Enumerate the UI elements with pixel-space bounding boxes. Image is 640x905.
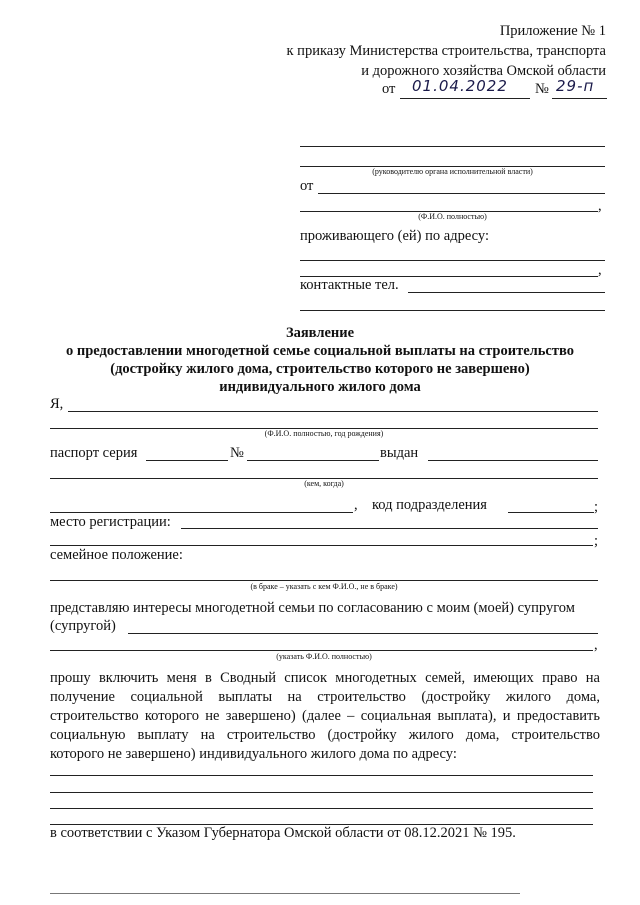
document-title: Заявление [285,325,355,341]
caption-authority-head: (руководителю органа исполнительной власти) [372,167,533,176]
decree-reference: в соответствии с Указом Губернатора Омской области от 08.12.2021 № 195. [50,825,516,841]
caption-fio: (Ф.И.О. полностью) [418,212,487,221]
family-status-label: семейное положение: [50,547,183,563]
caption-spouse: (указать Ф.И.О. полностью) [276,652,372,661]
request-line-4: социальную выплату на строительство (достройку жилого дома, строительство [50,727,600,743]
addressee-line-1 [300,146,605,147]
issuer-date-line [50,512,353,513]
number-label: № [535,81,549,97]
semicolon: ; [594,499,599,515]
passport-series-label: паспорт серия [50,445,138,461]
address-line-1 [300,260,605,261]
registration-label: место регистрации: [50,514,171,530]
residing-label: проживающего (ей) по адресу: [300,228,489,244]
division-code-line [508,512,594,513]
semicolon: ; [594,533,599,549]
title-line-4: индивидуального жилого дома [219,379,421,395]
phone-line [408,292,605,293]
order-reference-line2: и дорожного хозяйства Омской области [361,63,606,79]
comma: , [354,497,358,513]
from-label: от [300,178,314,194]
request-line-3: строительство которого не завершено) (далее – социальная выплата), и предоставить [50,708,600,724]
request-line-5: которого не завершено) индивидуального жилого дома по адресу: [50,746,457,762]
comma: , [598,198,602,214]
registration-line-2 [50,545,593,546]
caption-issuer: (кем, когда) [304,479,344,488]
applicant-line-1 [68,411,598,412]
registration-line-1 [181,528,598,529]
phone-label: контактные тел. [300,277,399,293]
appendix-number: Приложение № 1 [499,23,606,39]
title-line-2: о предоставлении многодетной семье социальной выплаты на строительство [66,343,574,359]
date-underline [400,98,530,99]
number-underline [552,98,607,99]
handwritten-number: 29-п [556,77,595,95]
caption-fio-birth: (Ф.И.О. полностью, год рождения) [264,429,384,438]
passport-series-line [146,460,228,461]
representation-text-line2: (супругой) [50,618,116,634]
issued-by-label: выдан [380,445,419,461]
target-address-line-3 [50,808,593,809]
request-line-1: прошу включить меня в Сводный список многодетных семей, имеющих право на [50,670,600,686]
comma: , [594,637,598,653]
phone-line-2 [300,310,605,311]
handwritten-date: 01.04.2022 [412,77,508,95]
target-address-line-2 [50,792,593,793]
spouse-line-2 [50,650,593,651]
passport-number-label: № [230,445,244,461]
target-address-line-1 [50,775,593,776]
comma: , [598,262,602,278]
issued-by-line [428,460,598,461]
request-line-2: получение социальной выплаты на строительство (достройку жилого дома, [50,689,600,705]
passport-number-line [247,460,379,461]
date-from-label: от [382,81,396,97]
title-line-3: (достройку жилого дома, строительство которого не завершено) [110,361,530,377]
order-reference-line1: к приказу Министерства строительства, транспорта [286,43,606,59]
spouse-line-1 [128,633,598,634]
applicant-label: Я, [50,396,64,412]
caption-marriage: (в браке – указать с кем Ф.И.О., не в браке) [250,582,398,591]
representation-text-line1: представляю интересы многодетной семьи по согласованию с моим (моей) супругом [50,600,575,616]
family-status-line [50,580,598,581]
division-code-label: код подразделения [372,497,487,513]
bottom-rule [50,893,520,894]
from-line [318,193,605,194]
